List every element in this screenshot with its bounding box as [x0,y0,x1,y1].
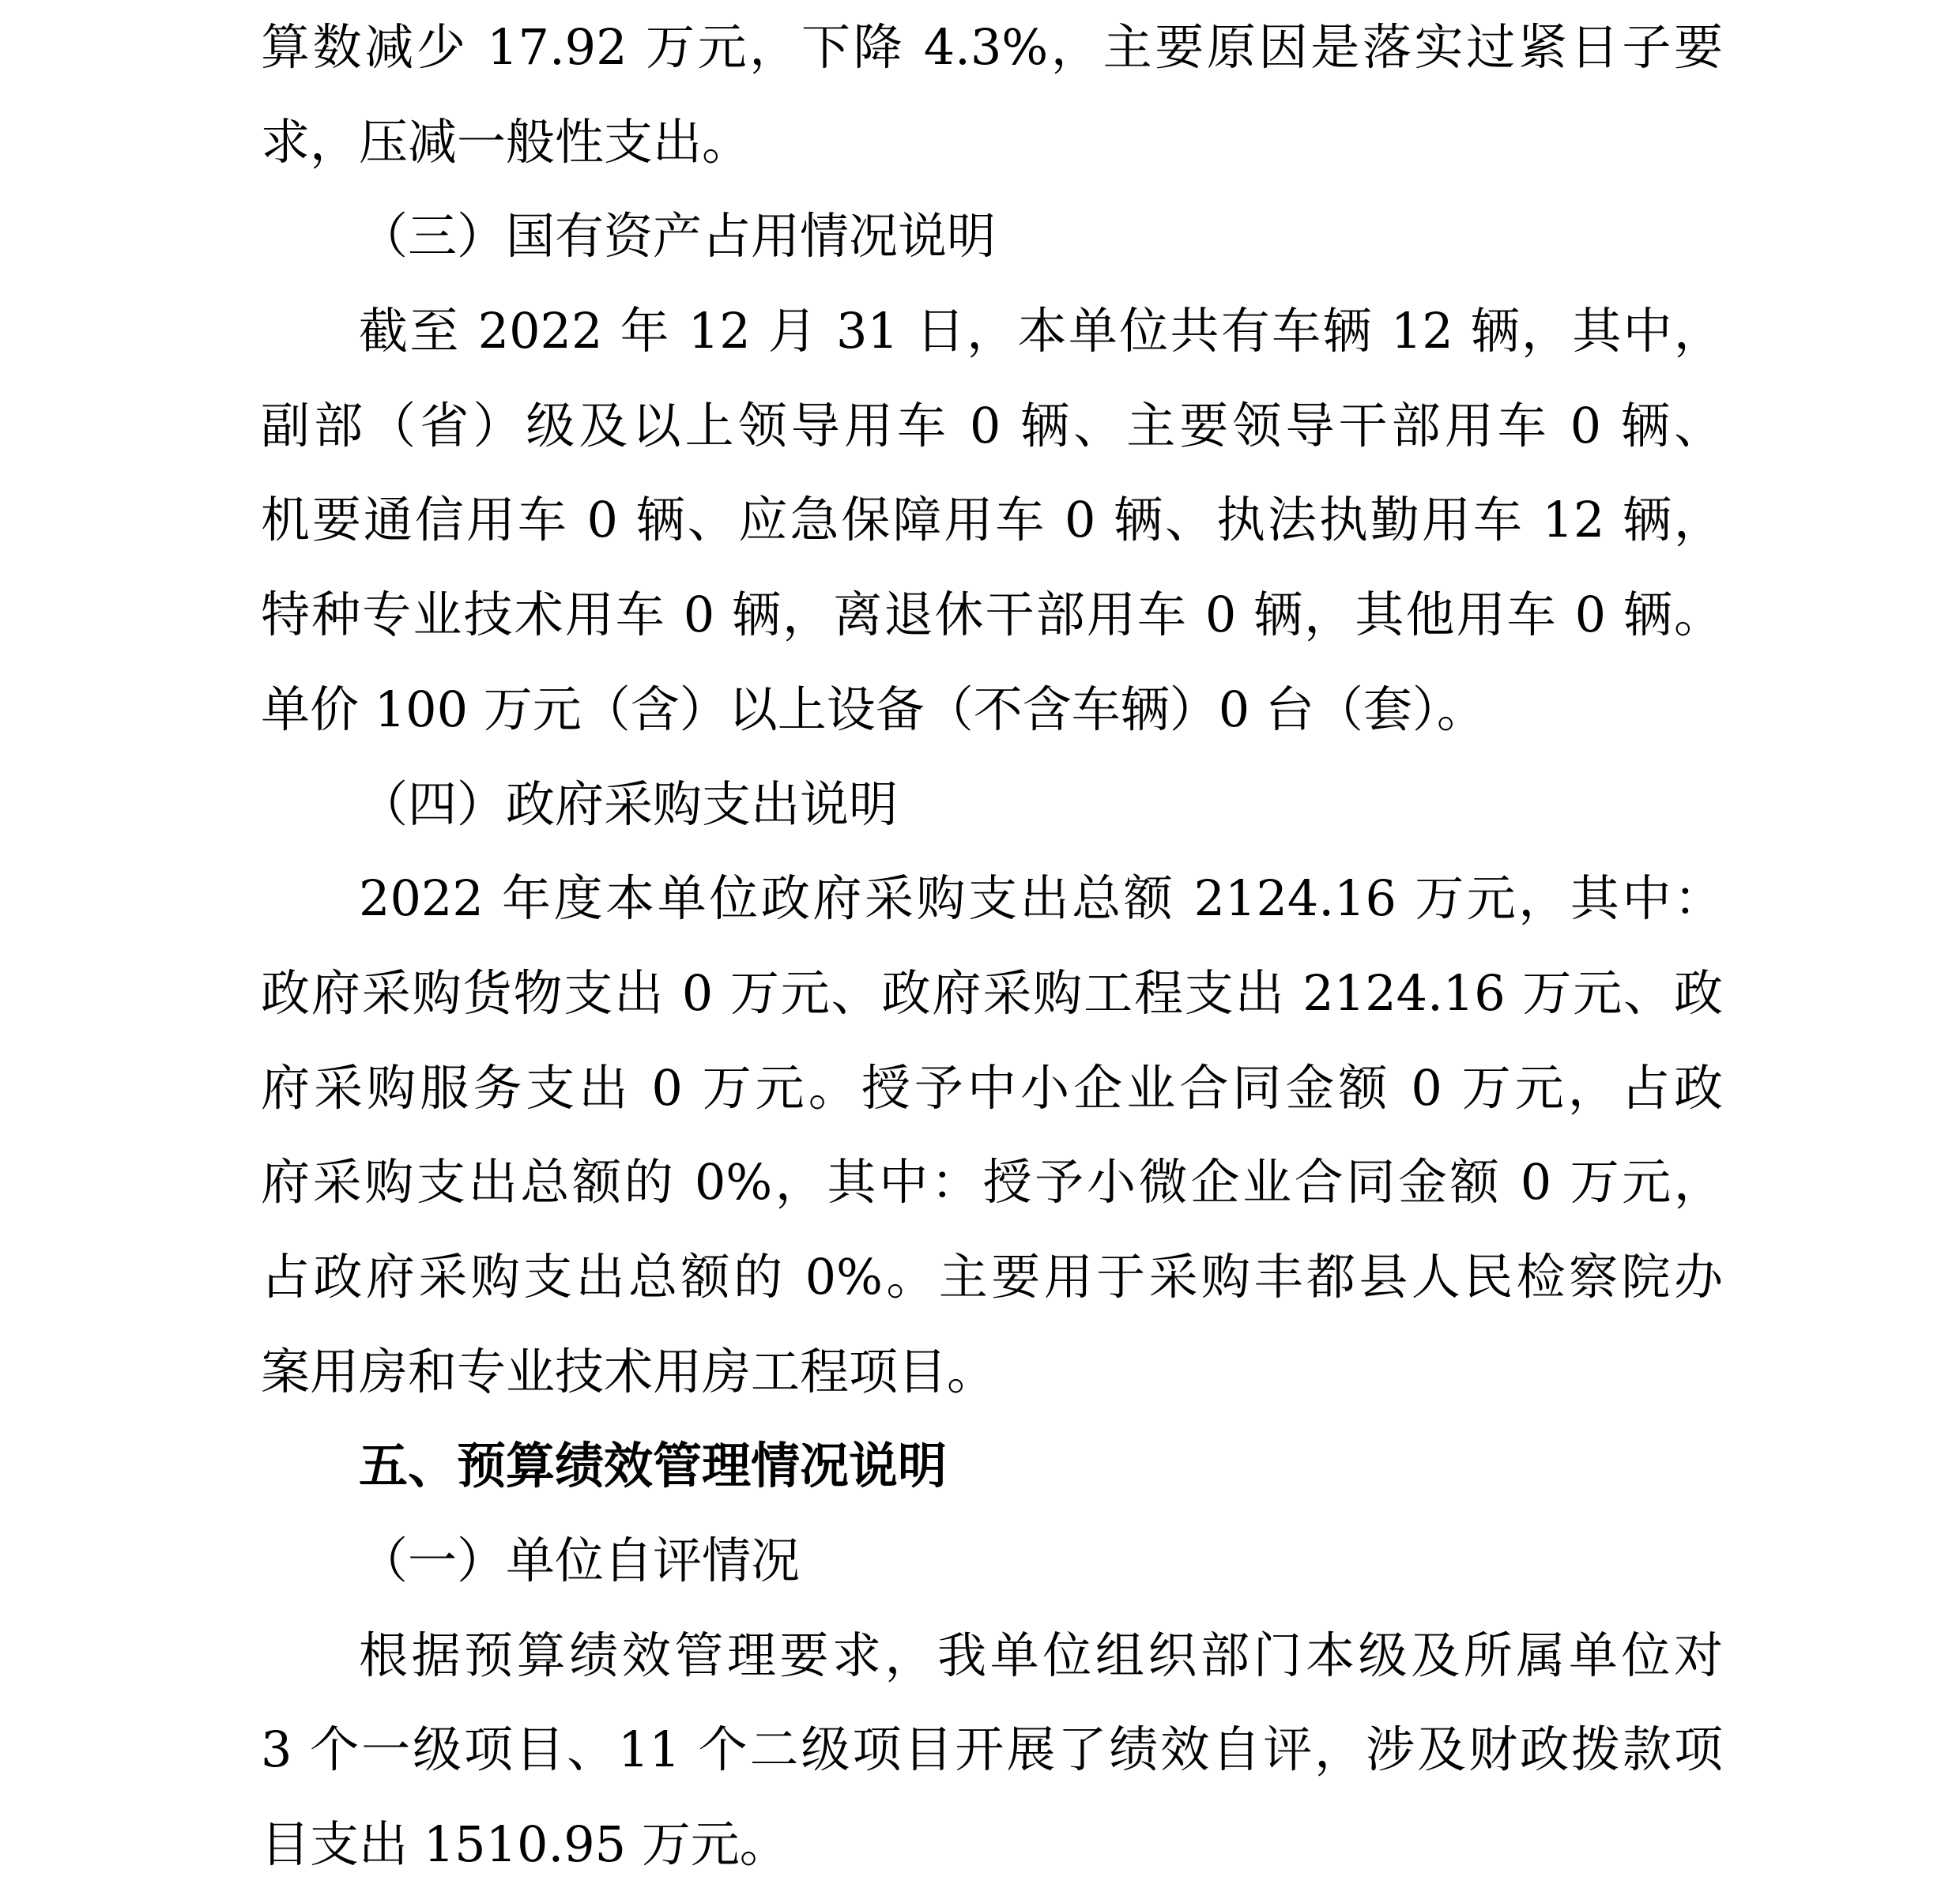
text-line: 特种专业技术用车 0 辆，离退休干部用车 0 辆，其他用车 0 辆。 [261,586,1723,644]
text-line: 占政府采购支出总额的 0%。主要用于采购丰都县人民检察院办 [261,1247,1723,1306]
text-line: 案用房和专业技术用房工程项目。 [261,1342,997,1400]
text-line: 政府采购货物支出 0 万元、政府采购工程支出 2124.16 万元、政 [261,963,1723,1022]
section-heading-zhengfucaigou: （四）政府采购支出说明 [359,775,899,833]
text-line: 3 个一级项目、11 个二级项目开展了绩效自评，涉及财政拨款项 [261,1721,1723,1779]
text-line: 机要通信用车 0 辆、应急保障用车 0 辆、执法执勤用车 12 辆， [261,491,1723,549]
text-line: 府采购服务支出 0 万元。授予中小企业合同金额 0 万元，占政 [261,1058,1723,1117]
text-line: 目支出 1510.95 万元。 [261,1815,789,1874]
text-line: 算数减少 17.92 万元，下降 4.3%，主要原因是落实过紧日子要 [261,18,1723,76]
text-line: 单价 100 万元（含）以上设备（不含车辆）0 台（套）。 [261,680,1486,738]
text-line: 副部（省）级及以上领导用车 0 辆、主要领导干部用车 0 辆、 [261,396,1723,454]
text-line: 截至 2022 年 12 月 31 日，本单位共有车辆 12 辆，其中， [359,302,1723,360]
section-heading-danweiziping: （一）单位自评情况 [359,1532,801,1589]
text-line: 2022 年度本单位政府采购支出总额 2124.16 万元，其中： [359,869,1723,928]
text-line: 求，压减一般性支出。 [261,112,752,171]
text-line: 根据预算绩效管理要求，我单位组织部门本级及所属单位对 [359,1626,1723,1684]
text-line: 府采购支出总额的 0%，其中：授予小微企业合同金额 0 万元， [261,1153,1723,1212]
section-heading-guoyouzichan: （三）国有资产占用情况说明 [359,207,997,266]
chapter-heading-yusuanjixiao: 五、预算绩效管理情况说明 [359,1437,948,1495]
